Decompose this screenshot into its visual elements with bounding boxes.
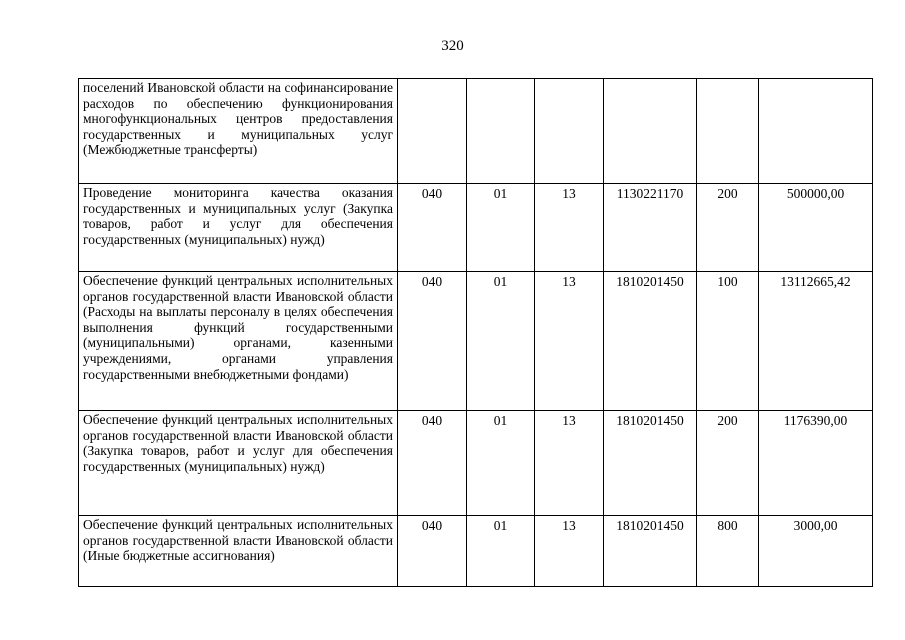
row-section-code: 01 <box>467 411 535 516</box>
row-expense-type-code <box>697 79 759 184</box>
row-target-article-code: 1810201450 <box>604 272 697 411</box>
row-subsection-code: 13 <box>535 272 604 411</box>
row-expense-type-code: 200 <box>697 184 759 272</box>
row-subsection-code: 13 <box>535 516 604 587</box>
row-target-article-code: 1810201450 <box>604 411 697 516</box>
row-amount: 500000,00 <box>759 184 873 272</box>
row-target-article-code: 1810201450 <box>604 516 697 587</box>
row-grbs-code: 040 <box>398 516 467 587</box>
table-row <box>79 411 873 516</box>
table-row <box>79 516 873 587</box>
row-amount: 3000,00 <box>759 516 873 587</box>
budget-table <box>78 78 873 587</box>
row-section-code <box>467 79 535 184</box>
table-row <box>79 79 873 184</box>
row-description: Проведение мониторинга качества оказания государственных и муниципальных услуг (Закупка товаров, работ и услуг для обеспечения государственных (муниципальных) нужд) <box>79 184 398 272</box>
row-subsection-code: 13 <box>535 184 604 272</box>
row-description: Обеспечение функций центральных исполнительных органов государственной власти Ивановской области (Иные бюджетные ассигнования) <box>79 516 398 587</box>
row-target-article-code <box>604 79 697 184</box>
row-subsection-code <box>535 79 604 184</box>
row-target-article-code: 1130221170 <box>604 184 697 272</box>
row-section-code: 01 <box>467 516 535 587</box>
row-amount <box>759 79 873 184</box>
table-row <box>79 272 873 411</box>
row-grbs-code: 040 <box>398 411 467 516</box>
row-grbs-code: 040 <box>398 272 467 411</box>
row-amount: 1176390,00 <box>759 411 873 516</box>
row-expense-type-code: 100 <box>697 272 759 411</box>
row-amount: 13112665,42 <box>759 272 873 411</box>
row-description: Обеспечение функций центральных исполнительных органов государственной власти Ивановской области (Расходы на выплаты персоналу в целях обеспечения выполнения функций государственными (муниципальными) органами, казенными учреждениями, органами управления государственными внебюджетными фондами) <box>79 272 398 411</box>
row-section-code: 01 <box>467 184 535 272</box>
row-description: Обеспечение функций центральных исполнительных органов государственной власти Ивановской области (Закупка товаров, работ и услуг для обеспечения государственных (муниципальных) нужд) <box>79 411 398 516</box>
row-expense-type-code: 800 <box>697 516 759 587</box>
row-section-code: 01 <box>467 272 535 411</box>
row-description: поселений Ивановской области на софинансирование расходов по обеспечению функционирования многофункциональных центров предоставления государственных и муниципальных услуг (Межбюджетные трансферты) <box>79 79 398 184</box>
row-subsection-code: 13 <box>535 411 604 516</box>
row-grbs-code <box>398 79 467 184</box>
page-number: 320 <box>441 38 464 54</box>
table-row <box>79 184 873 272</box>
row-expense-type-code: 200 <box>697 411 759 516</box>
row-grbs-code: 040 <box>398 184 467 272</box>
